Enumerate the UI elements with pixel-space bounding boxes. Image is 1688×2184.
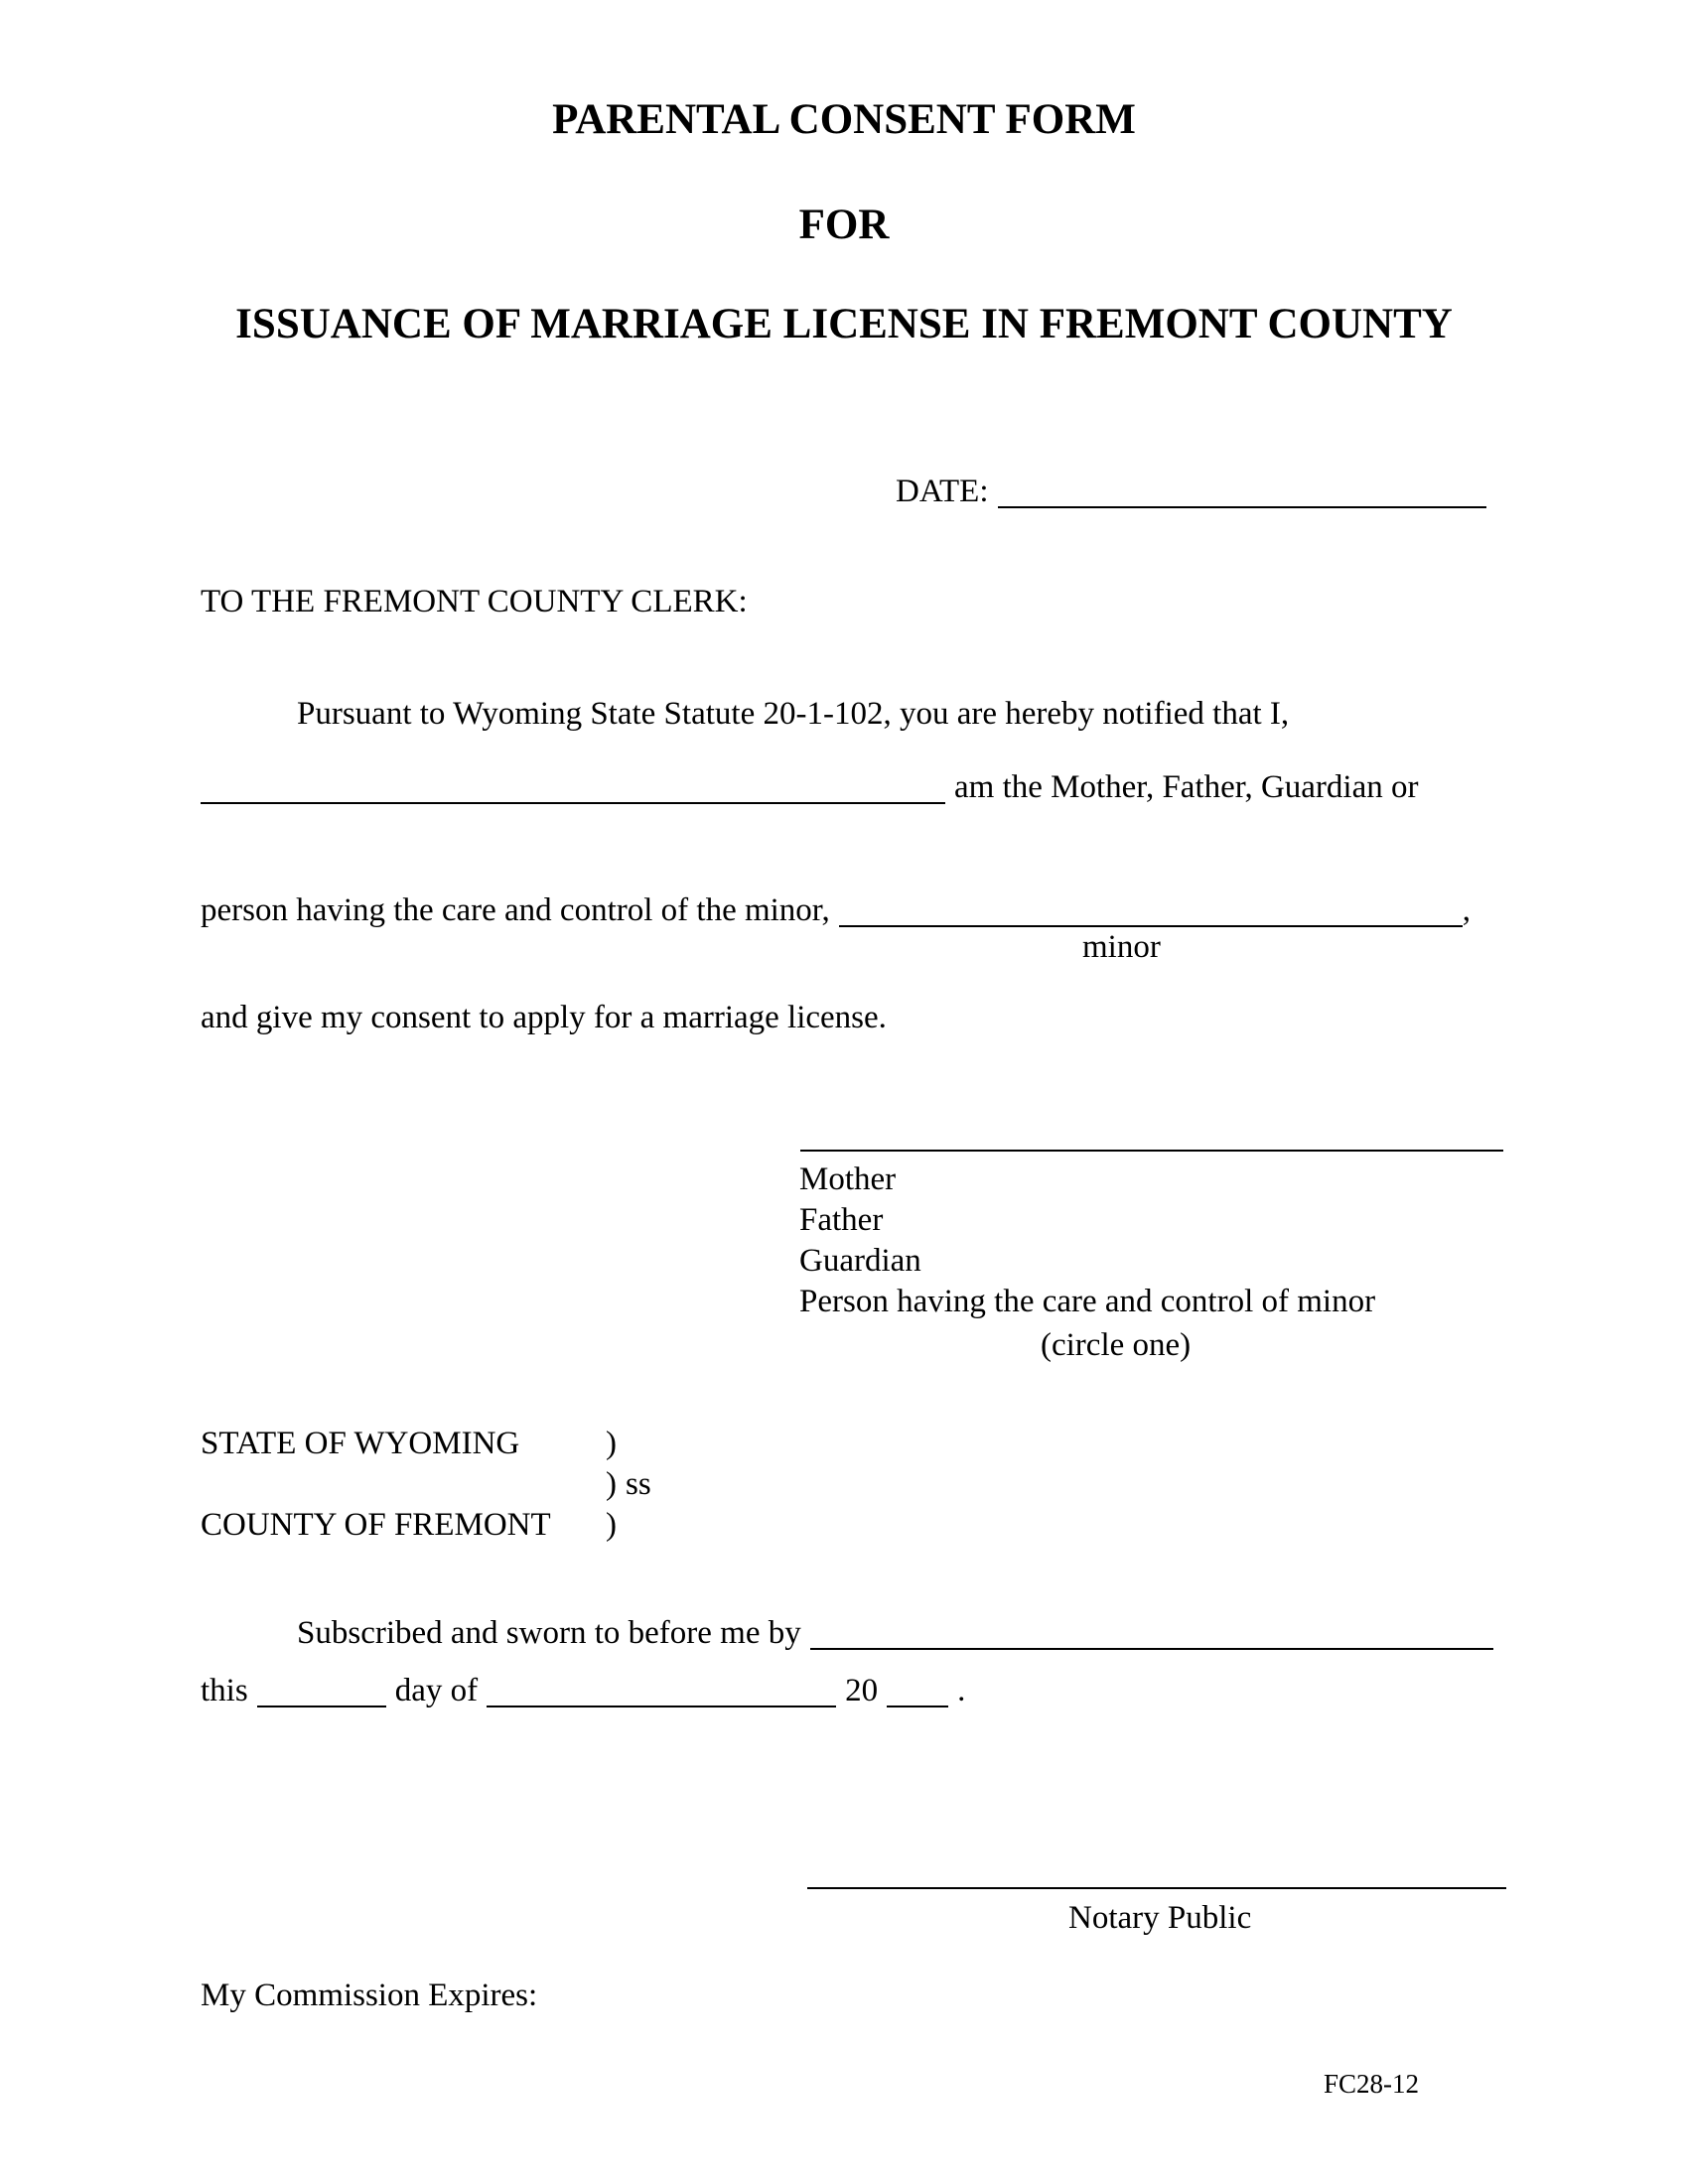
form-subtitle: ISSUANCE OF MARRIAGE LICENSE IN FREMONT COUNTY (235, 301, 1453, 347)
date-blank[interactable] (998, 500, 1486, 508)
circle-one-instruction: (circle one) (1041, 1327, 1192, 1363)
sworn-text: Subscribed and sworn to before me by (297, 1615, 801, 1651)
circle-options-list (799, 1160, 1375, 1322)
this-label: this (201, 1673, 248, 1708)
form-title: PARENTAL CONSENT FORM (552, 96, 1136, 143)
notary-label: Notary Public (1068, 1900, 1252, 1936)
parent-name-row (201, 766, 1418, 808)
day-of-label: day of (394, 1673, 479, 1708)
circle-option-mother[interactable]: Mother (799, 1161, 897, 1197)
paren-bottom: ) (606, 1507, 617, 1543)
parent-name-blank[interactable] (201, 796, 945, 804)
day-number-blank[interactable] (257, 1700, 386, 1707)
paren-middle: ) (606, 1466, 617, 1502)
paren-top: ) (606, 1426, 617, 1461)
circle-option-guardian[interactable]: Guardian (799, 1243, 921, 1279)
venue-block (201, 1424, 796, 1546)
sworn-row (297, 1612, 1493, 1654)
statute-sentence: Pursuant to Wyoming State Statute 20-1-102, you are hereby notified that I, (297, 696, 1290, 732)
consent-sentence: and give my consent to apply for a marriage license. (201, 1000, 887, 1035)
venue-ss-row (201, 1464, 796, 1505)
ss-marker: ss (626, 1466, 651, 1502)
trailing-comma: , (1462, 892, 1471, 928)
county-label: COUNTY OF FREMONT (201, 1507, 551, 1543)
circle-option-person[interactable]: Person having the care and control of minor (799, 1284, 1376, 1319)
form-number: FC28-12 (1324, 2069, 1420, 2099)
venue-county-row (201, 1505, 796, 1546)
circle-option-father[interactable]: Father (799, 1202, 884, 1238)
sworn-name-blank[interactable] (810, 1642, 1493, 1650)
date-fill-row (201, 1670, 965, 1711)
minor-caption: minor (1082, 929, 1161, 965)
minor-intro-text: person having the care and control of the minor, (201, 892, 830, 928)
state-label: STATE OF WYOMING (201, 1426, 520, 1461)
date-label: DATE: (896, 474, 989, 509)
venue-state-row (201, 1424, 796, 1464)
form-title-connector: FOR (798, 202, 890, 248)
year-prefix: 20 (845, 1673, 879, 1708)
commission-label: My Commission Expires: (201, 1978, 538, 2013)
relationship-signature-line[interactable] (800, 1150, 1503, 1152)
date-row (896, 471, 1486, 512)
sentence-period: . (957, 1673, 966, 1708)
clerk-salutation: TO THE FREMONT COUNTY CLERK: (201, 584, 748, 619)
month-blank[interactable] (487, 1700, 836, 1707)
year-blank[interactable] (887, 1700, 948, 1707)
notary-signature-line[interactable] (807, 1887, 1506, 1889)
relationship-text: am the Mother, Father, Guardian or (954, 769, 1419, 805)
minor-name-row (201, 889, 1471, 931)
